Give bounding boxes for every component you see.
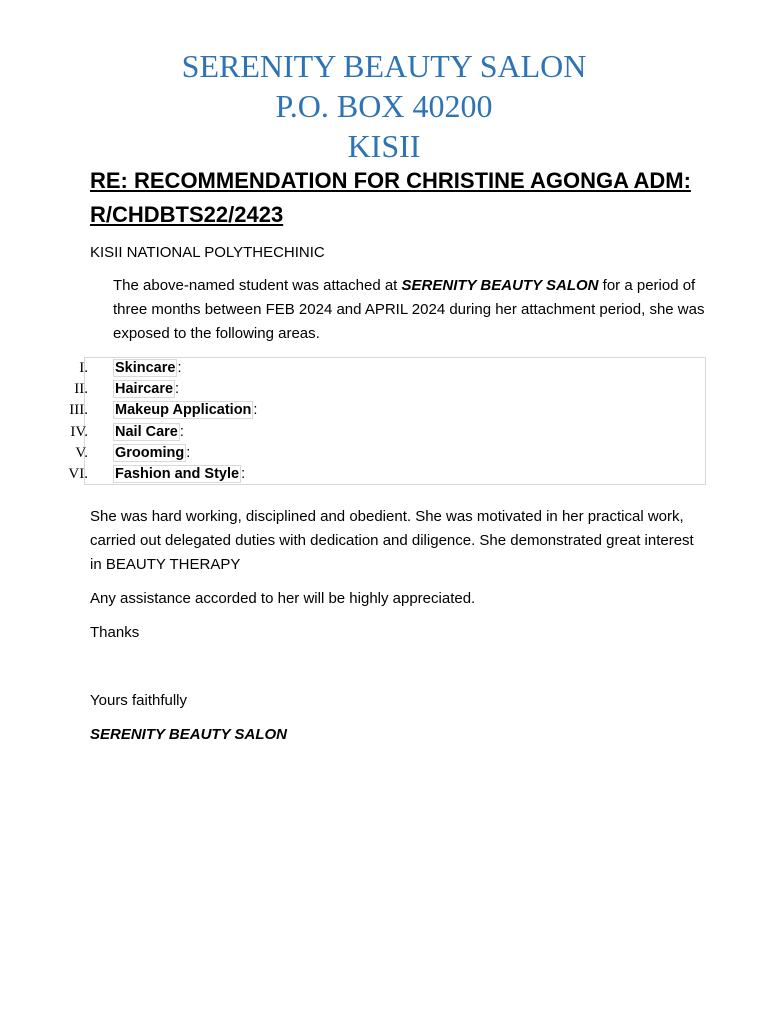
area-numeral: IV. bbox=[70, 423, 88, 440]
area-numeral: II. bbox=[74, 381, 88, 398]
area-name: Skincare bbox=[115, 360, 176, 376]
area-name: Makeup Application bbox=[115, 402, 252, 419]
area-colon: : bbox=[177, 360, 182, 376]
area-item bbox=[113, 443, 190, 464]
letterhead-name: SERENITY BEAUTY SALON bbox=[181, 48, 587, 84]
conduct-paragraph: She was hard working, disciplined and obedient. She was motivated in her practical work, carried out delegated duties with dedication and diligence. She demonstrated great interest in BEAUTY THERAPY bbox=[90, 508, 694, 573]
area-numeral: III. bbox=[69, 402, 88, 419]
intro-salon-name: SERENITY BEAUTY SALON bbox=[401, 277, 599, 294]
area-colon: : bbox=[175, 381, 180, 398]
intro-paragraph bbox=[113, 274, 713, 346]
assistance-paragraph: Any assistance accorded to her will be highly appreciated. bbox=[90, 590, 476, 607]
area-colon: : bbox=[179, 423, 184, 440]
area-item bbox=[113, 358, 182, 379]
letterhead-town: KISII bbox=[347, 128, 421, 164]
area-numeral: I. bbox=[79, 360, 88, 376]
intro-text-before: The above-named student was attached at bbox=[113, 277, 402, 294]
letterhead-address: P.O. BOX 40200 bbox=[275, 88, 493, 124]
area-name: Nail Care bbox=[115, 423, 178, 440]
intro-text-after: for a period of three months between FEB 2024 and APRIL 2024 during her attachment period, she was exposed to the following areas. bbox=[113, 277, 705, 342]
institution-name: KISII NATIONAL POLYTHECHINIC bbox=[90, 244, 325, 261]
closing-line: Yours faithfully bbox=[90, 692, 188, 709]
area-item bbox=[113, 422, 184, 443]
area-name: Fashion and Style bbox=[115, 466, 240, 482]
area-item bbox=[113, 400, 257, 421]
area-name: Haircare bbox=[115, 381, 174, 398]
subject-line: RE: RECOMMENDATION FOR CHRISTINE AGONGA ADM: R/CHDBTS22/2423 bbox=[90, 168, 691, 227]
area-colon: : bbox=[241, 466, 246, 482]
thanks-line: Thanks bbox=[90, 624, 140, 641]
area-numeral: VI. bbox=[68, 466, 88, 482]
area-numeral: V. bbox=[75, 444, 88, 461]
signature-line: SERENITY BEAUTY SALON bbox=[90, 726, 287, 743]
area-item bbox=[113, 379, 179, 400]
area-item bbox=[113, 464, 245, 485]
area-name: Grooming bbox=[115, 444, 185, 461]
area-colon: : bbox=[186, 444, 191, 461]
area-colon: : bbox=[253, 402, 258, 419]
